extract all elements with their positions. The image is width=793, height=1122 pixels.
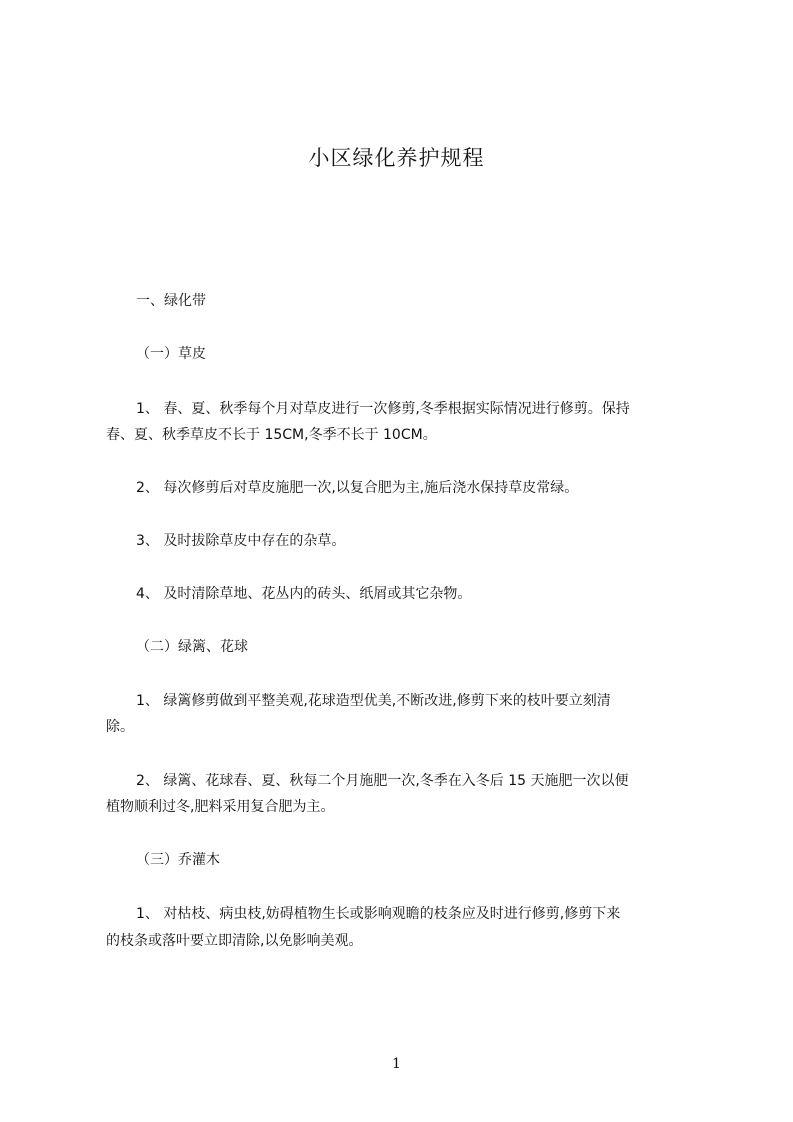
subsection-heading-lawn: （一）草皮	[136, 346, 206, 362]
document-title: 小区绿化养护规程	[308, 146, 485, 170]
lawn-item-2: 2、 每次修剪后对草皮施肥一次,以复合肥为主,施后浇水保持草皮常绿。	[136, 480, 579, 496]
lawn-item-1-line-1: 1、 春、夏、秋季每个月对草皮进行一次修剪,冬季根据实际情况进行修剪。保持	[136, 401, 630, 417]
lawn-item-3: 3、 及时拔除草皮中存在的杂草。	[136, 533, 346, 549]
trees-item-1-line-2: 的枝条或落叶要立即清除,以免影响美观。	[106, 933, 363, 949]
subsection-heading-hedge: （二）绿篱、花球	[136, 639, 248, 655]
hedge-item-2-line-2: 植物顺利过冬,肥料采用复合肥为主。	[106, 799, 335, 815]
section-heading-greenbelt: 一、绿化带	[136, 293, 206, 309]
hedge-item-2-line-1: 2、 绿篱、花球春、夏、秋每二个月施肥一次,冬季在入冬后 15 天施肥一次以便	[136, 773, 629, 789]
lawn-item-1-line-2: 春、夏、秋季草皮不长于 15CM,冬季不长于 10CM。	[106, 427, 437, 443]
lawn-item-4: 4、 及时清除草地、花丛内的砖头、纸屑或其它杂物。	[136, 586, 472, 602]
hedge-item-1-line-2: 除。	[106, 719, 134, 735]
hedge-item-1-line-1: 1、 绿篱修剪做到平整美观,花球造型优美,不断改进,修剪下来的枝叶要立刻清	[136, 693, 611, 709]
subsection-heading-trees: （三）乔灌木	[136, 852, 220, 868]
page-number: 1	[392, 1056, 401, 1072]
trees-item-1-line-1: 1、 对枯枝、病虫枝,妨碍植物生长或影响观瞻的枝条应及时进行修剪,修剪下来	[136, 906, 621, 922]
